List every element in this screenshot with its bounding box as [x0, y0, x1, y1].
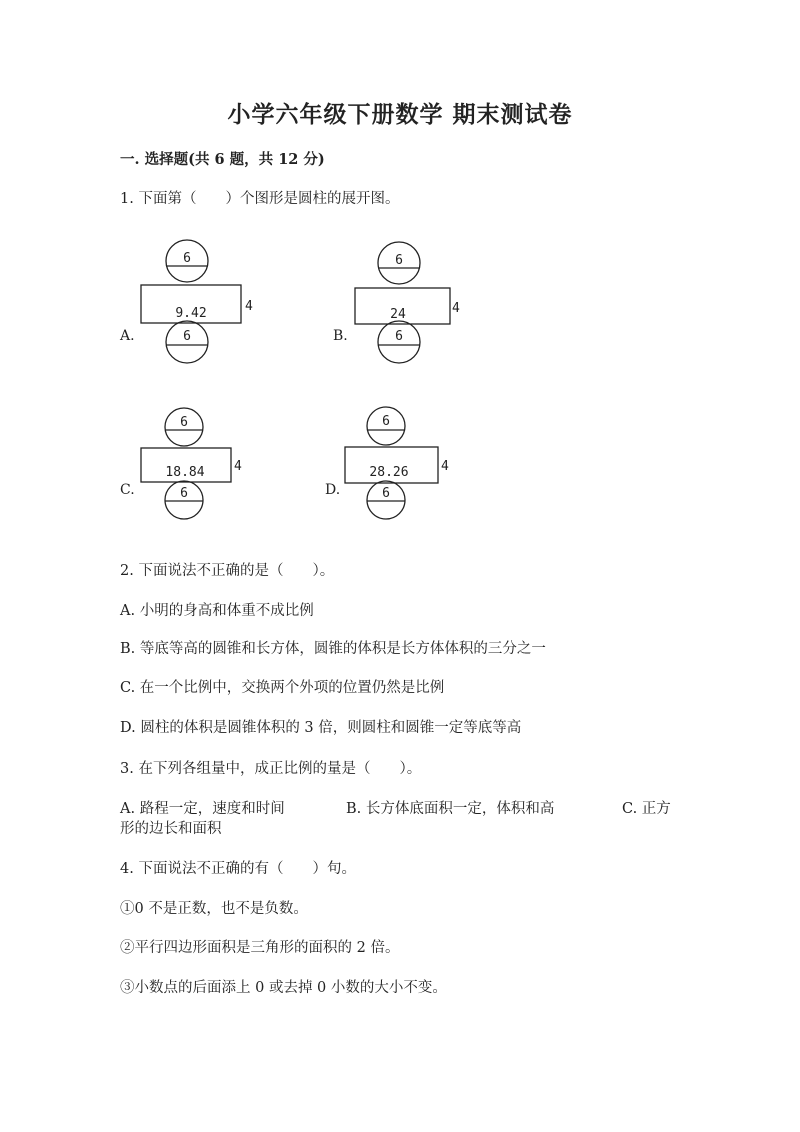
rect-height-label: 4: [234, 459, 242, 474]
q1-option-b-label: B.: [333, 328, 348, 344]
q2-option-a: A. 小明的身高和体重不成比例: [120, 603, 314, 619]
rect-height-label: 4: [245, 299, 253, 314]
bottom-circle-diameter-label: 6: [183, 329, 191, 344]
q1-option-c-label: C.: [120, 482, 135, 498]
q1-option-c-figure: [138, 408, 258, 522]
section-heading: 一. 选择题(共 6 题，共 12 分): [120, 151, 325, 168]
rect-height-label: 4: [452, 301, 460, 316]
q4-statement-2: ②平行四边形面积是三角形的面积的 2 倍。: [120, 940, 400, 956]
rect-height-label: 4: [441, 459, 449, 474]
bottom-circle-diameter-label: 6: [180, 486, 188, 501]
q2-option-b: B. 等底等高的圆锥和长方体，圆锥的体积是长方体体积的三分之一: [120, 641, 546, 657]
top-circle-diameter-label: 6: [382, 414, 390, 429]
top-circle-diameter-label: 6: [180, 415, 188, 430]
top-circle-diameter-label: 6: [183, 251, 191, 266]
q2-stem: 2. 下面说法不正确的是（ ）。: [120, 563, 335, 579]
q2-option-c: C. 在一个比例中，交换两个外项的位置仍然是比例: [120, 680, 445, 696]
q1-option-a-label: A.: [120, 328, 135, 344]
q4-statement-3: ③小数点的后面添上 0 或去掉 0 小数的大小不变。: [120, 980, 447, 996]
q3-option-b: B. 长方体底面积一定，体积和高: [346, 801, 555, 817]
q3-option-a: A. 路程一定，速度和时间: [120, 801, 285, 817]
rect-length-label: 18.84: [165, 465, 205, 480]
bottom-circle-diameter-label: 6: [382, 486, 390, 501]
rect-length-label: 24: [390, 307, 406, 322]
page-title: 小学六年级下册数学 期末测试卷: [227, 101, 573, 128]
q3-option-c-continued: 形的边长和面积: [120, 821, 222, 837]
rect-length-label: 9.42: [175, 306, 207, 321]
top-circle-diameter-label: 6: [395, 253, 403, 268]
bottom-circle-diameter-label: 6: [395, 329, 403, 344]
q1-option-d-figure: [342, 407, 462, 523]
q3-stem: 3. 在下列各组量中，成正比例的量是（ ）。: [120, 761, 422, 777]
q1-stem: 1. 下面第（ ）个图形是圆柱的展开图。: [120, 191, 400, 207]
q4-stem: 4. 下面说法不正确的有（ ）句。: [120, 861, 356, 877]
q2-option-d: D. 圆柱的体积是圆锥体积的 3 倍，则圆柱和圆锥一定等底等高: [120, 720, 522, 736]
q4-statement-1: ①0 不是正数，也不是负数。: [120, 901, 308, 917]
rect-length-label: 28.26: [369, 465, 409, 480]
q3-option-c: C. 正方: [622, 801, 671, 817]
q1-option-d-label: D.: [325, 482, 341, 498]
q1-option-b-figure: [352, 242, 472, 366]
q1-option-a-figure: [138, 240, 258, 364]
